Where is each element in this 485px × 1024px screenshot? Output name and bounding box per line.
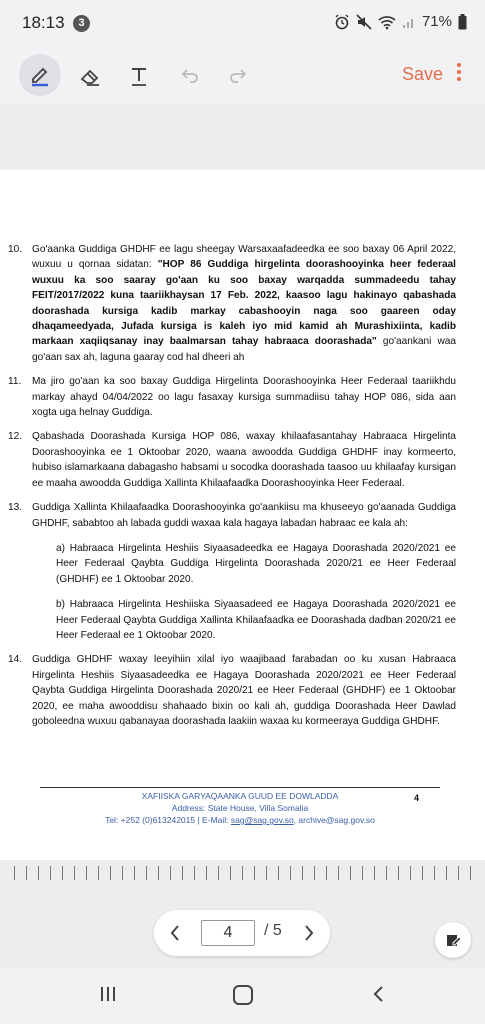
- scrubber-tick: [206, 866, 207, 880]
- paragraph-text: [32, 500, 456, 643]
- scrubber-tick: [398, 866, 399, 880]
- paragraph-number: 10.: [8, 244, 23, 255]
- pen-tool-button[interactable]: [19, 54, 61, 96]
- scrubber-tick: [266, 866, 267, 880]
- document-body: [8, 242, 456, 738]
- undo-button[interactable]: [171, 58, 207, 94]
- scrubber-tick: [386, 866, 387, 880]
- eraser-icon: [79, 65, 101, 87]
- scrubber-tick: [194, 866, 195, 880]
- footer-address: Address: State House, Villa Somalia: [171, 803, 309, 813]
- scrubber-tick: [122, 866, 123, 880]
- numbered-paragraph: [8, 374, 456, 420]
- status-icons: [334, 13, 467, 30]
- footer-divider: [40, 787, 440, 788]
- paragraph-number: 13.: [8, 502, 23, 514]
- save-button[interactable]: Save: [401, 64, 443, 84]
- text-segment: Guddiga Xallinta Khilaafaadka Doorashooyinka go'aankiisu ma khuseeyo go'aanada Guddiga GHDHF, sababtoo ah labada guddi waxaa kala hagaya labadan habraac ee kala ah:: [32, 502, 456, 529]
- recent-apps-icon[interactable]: [98, 984, 118, 1004]
- text-segment: Qabashada Doorashada Kursiga HOP 086, waxay khilaafasantahay Habraaca Hirgelinta Doorashooyinka ee 1 Oktoobar 2020, waana awoodda Guddiga GHDHF inay kormeerto, hubiso islamarkaana dabagasho habsami u socodka doorashada taasoo uu khilaafay kursigan ee maaha awoodda Guddiga Xallinta Khilaafaadka Doorashooyinka Heer Federaal.: [32, 431, 456, 489]
- status-bar: [0, 0, 485, 44]
- paragraph-text: [32, 374, 456, 420]
- scrubber-tick: [434, 866, 435, 880]
- redo-icon: [228, 65, 250, 87]
- edit-pdf-button[interactable]: [435, 922, 471, 958]
- footer-separator: ,: [293, 815, 299, 825]
- scrubber-tick: [110, 866, 111, 880]
- paragraph-text: [32, 242, 456, 365]
- scrubber-tick: [146, 866, 147, 880]
- text-segment: Go'aanka Guddiga GHDHF ee lagu sheegay Warsaxaafadeedka ee soo baxay 06 April 2022, wuxuu u qornaa sidatan:: [32, 244, 456, 271]
- scrubber-tick: [338, 866, 339, 880]
- redo-button[interactable]: [221, 58, 257, 94]
- footer-tel: Tel: +252 (0)613242015 | E-Mail:: [105, 815, 231, 825]
- more-options-icon[interactable]: [457, 60, 463, 84]
- scrubber-tick: [86, 866, 87, 880]
- paragraph-number: 12.: [8, 431, 23, 443]
- numbered-paragraph: [8, 500, 456, 643]
- footer-office: XAFIISKA GARYAQAANKA GUUD EE DOWLADDA: [141, 791, 339, 801]
- text-segment: go'aankani waa go'aan sax ah, laguna gaaray cod hal dheeri ah: [32, 336, 457, 363]
- scrubber-ticks[interactable]: [14, 866, 474, 882]
- page-number-input[interactable]: 4: [201, 920, 255, 946]
- scrubber-tick: [38, 866, 39, 880]
- scrubber-tick: [326, 866, 327, 880]
- scrubber-tick: [14, 866, 15, 880]
- sub-item: a) Habraaca Hirgelinta Heshiis Siyaasadeedka ee Hagaya Doorashada 2020/2021 ee Heer Federaal Qaybta Guddiga Hirgelinta Doorashada 2020/21 ee Heer Federaal (GHDHF) ee 1 Oktoobar 2020.: [56, 542, 456, 585]
- paragraph-number: 14.: [8, 654, 23, 666]
- scrubber-tick: [218, 866, 219, 880]
- scrubber-tick: [458, 866, 459, 880]
- numbered-paragraph: [8, 429, 456, 491]
- scrubber-tick: [74, 866, 75, 880]
- footer-email-link[interactable]: sag@sag.gov.so: [230, 815, 294, 825]
- pen-icon: [29, 63, 51, 87]
- back-icon[interactable]: [371, 984, 387, 1004]
- scrubber-tick: [278, 866, 279, 880]
- edit-document-icon: [444, 931, 462, 949]
- home-icon[interactable]: [232, 984, 254, 1006]
- page-total: / 5: [264, 922, 282, 939]
- previous-page-icon[interactable]: [168, 923, 182, 943]
- signal-icon: [402, 15, 416, 29]
- notification-count-badge: 3: [73, 15, 90, 32]
- document-page[interactable]: [0, 170, 485, 860]
- scrubber-tick: [254, 866, 255, 880]
- scrubber-tick: [410, 866, 411, 880]
- page-scroller: [0, 860, 485, 968]
- scrubber-tick: [170, 866, 171, 880]
- battery-icon: [458, 14, 467, 30]
- page-navigator: [154, 910, 330, 956]
- eraser-tool-button[interactable]: [72, 58, 108, 94]
- wifi-icon: [378, 14, 396, 30]
- scrubber-tick: [134, 866, 135, 880]
- paragraph-text: [32, 429, 456, 491]
- paragraph-number: 11.: [8, 376, 22, 388]
- scrubber-tick: [470, 866, 471, 880]
- scrubber-tick: [314, 866, 315, 880]
- scrubber-tick: [242, 866, 243, 880]
- clock: 18:13: [22, 13, 65, 32]
- text-segment: Guddiga GHDHF waxay leeyihiin xilal iyo waajibaad farabadan oo ku xusan Habraaca Hirgelinta Heshiis Siyaasadeedka ee Hagaya Doorashada 2020/2021 ee Heer Federaal Qaybta Guddiga Hirgelinta Doorashada 2020/21 ee Heer Federaal (GHDHF) ee 1 Oktoobar 2020, ee maha awooddisu shahaado bixin oo kali ah, guddiga Doorashada Heer Dawlad goboleedna wuxuu qabanayaa doorashada laakiin waxaa ku kormeeraya Guddiga GHDHF.: [32, 654, 456, 727]
- navigation-bar: [0, 968, 485, 1024]
- footer-archive-email: archive@sag.gov.so: [298, 815, 375, 825]
- scrubber-tick: [50, 866, 51, 880]
- scrubber-tick: [374, 866, 375, 880]
- footer-contact: [40, 815, 440, 825]
- scrubber-tick: [182, 866, 183, 880]
- sub-item: b) Habraaca Hirgelinta Heshiiska Siyaasadeed ee Hagaya Doorashada 2020/2021 ee Heer Federaal Qaybta Guddiga Xallinta Khilaafaadka ee Doorashada dadban 2020/21 ee Heer Federaal ee 1 Oktoobar 2020.: [56, 599, 456, 641]
- scrubber-tick: [302, 866, 303, 880]
- scrubber-tick: [26, 866, 27, 880]
- text-tool-button[interactable]: [121, 58, 157, 94]
- scrubber-tick: [422, 866, 423, 880]
- paragraph-text: [32, 652, 456, 729]
- alarm-icon: [334, 14, 350, 30]
- scrubber-tick: [62, 866, 63, 880]
- numbered-paragraph: [8, 242, 456, 365]
- page-gap: [0, 104, 485, 170]
- annotation-toolbar: [0, 44, 485, 104]
- numbered-paragraph: [8, 652, 456, 729]
- undo-icon: [178, 65, 200, 87]
- next-page-icon[interactable]: [302, 923, 316, 943]
- scrubber-tick: [362, 866, 363, 880]
- scrubber-tick: [98, 866, 99, 880]
- bold-quote: "HOP 86 Guddiga hirgelinta doorashooyinka heer federaal wuxuu ka soo saaray go'aan ku soo baxay warqadda summadeedu tahay FEIT/2017/2022 kuna taariikhaysan 17 Feb. 2022, kaasoo lagu hakinayo qabashada doorashada kursiga kadib markay cabashooyin naga soo gaareen oday dhaqameedyada, Jufada kursiga is kaleh iyo mid kamid ah Murashixiinta, kadib markaan xaqiiqsanay inay baalmarsan tahay habraaca doorashada": [32, 259, 456, 348]
- footer-page-number: 4: [414, 793, 420, 803]
- scrubber-tick: [230, 866, 231, 880]
- battery-percent: 71%: [421, 13, 452, 30]
- scrubber-tick: [350, 866, 351, 880]
- text-icon: [128, 65, 150, 87]
- text-segment: Ma jiro go'aan ka soo baxay Guddiga Hirgelinta Doorashooyinka Heer Federaal taariikhdu markay ahayd 04/04/2022 oo lagu fasaxay kursiga summadiisu tahay HOP 086, sida aan xogta uga helnay Guddiga.: [32, 376, 456, 419]
- scrubber-tick: [290, 866, 291, 880]
- scrubber-tick: [446, 866, 447, 880]
- scrubber-tick: [158, 866, 159, 880]
- mute-icon: [356, 14, 372, 30]
